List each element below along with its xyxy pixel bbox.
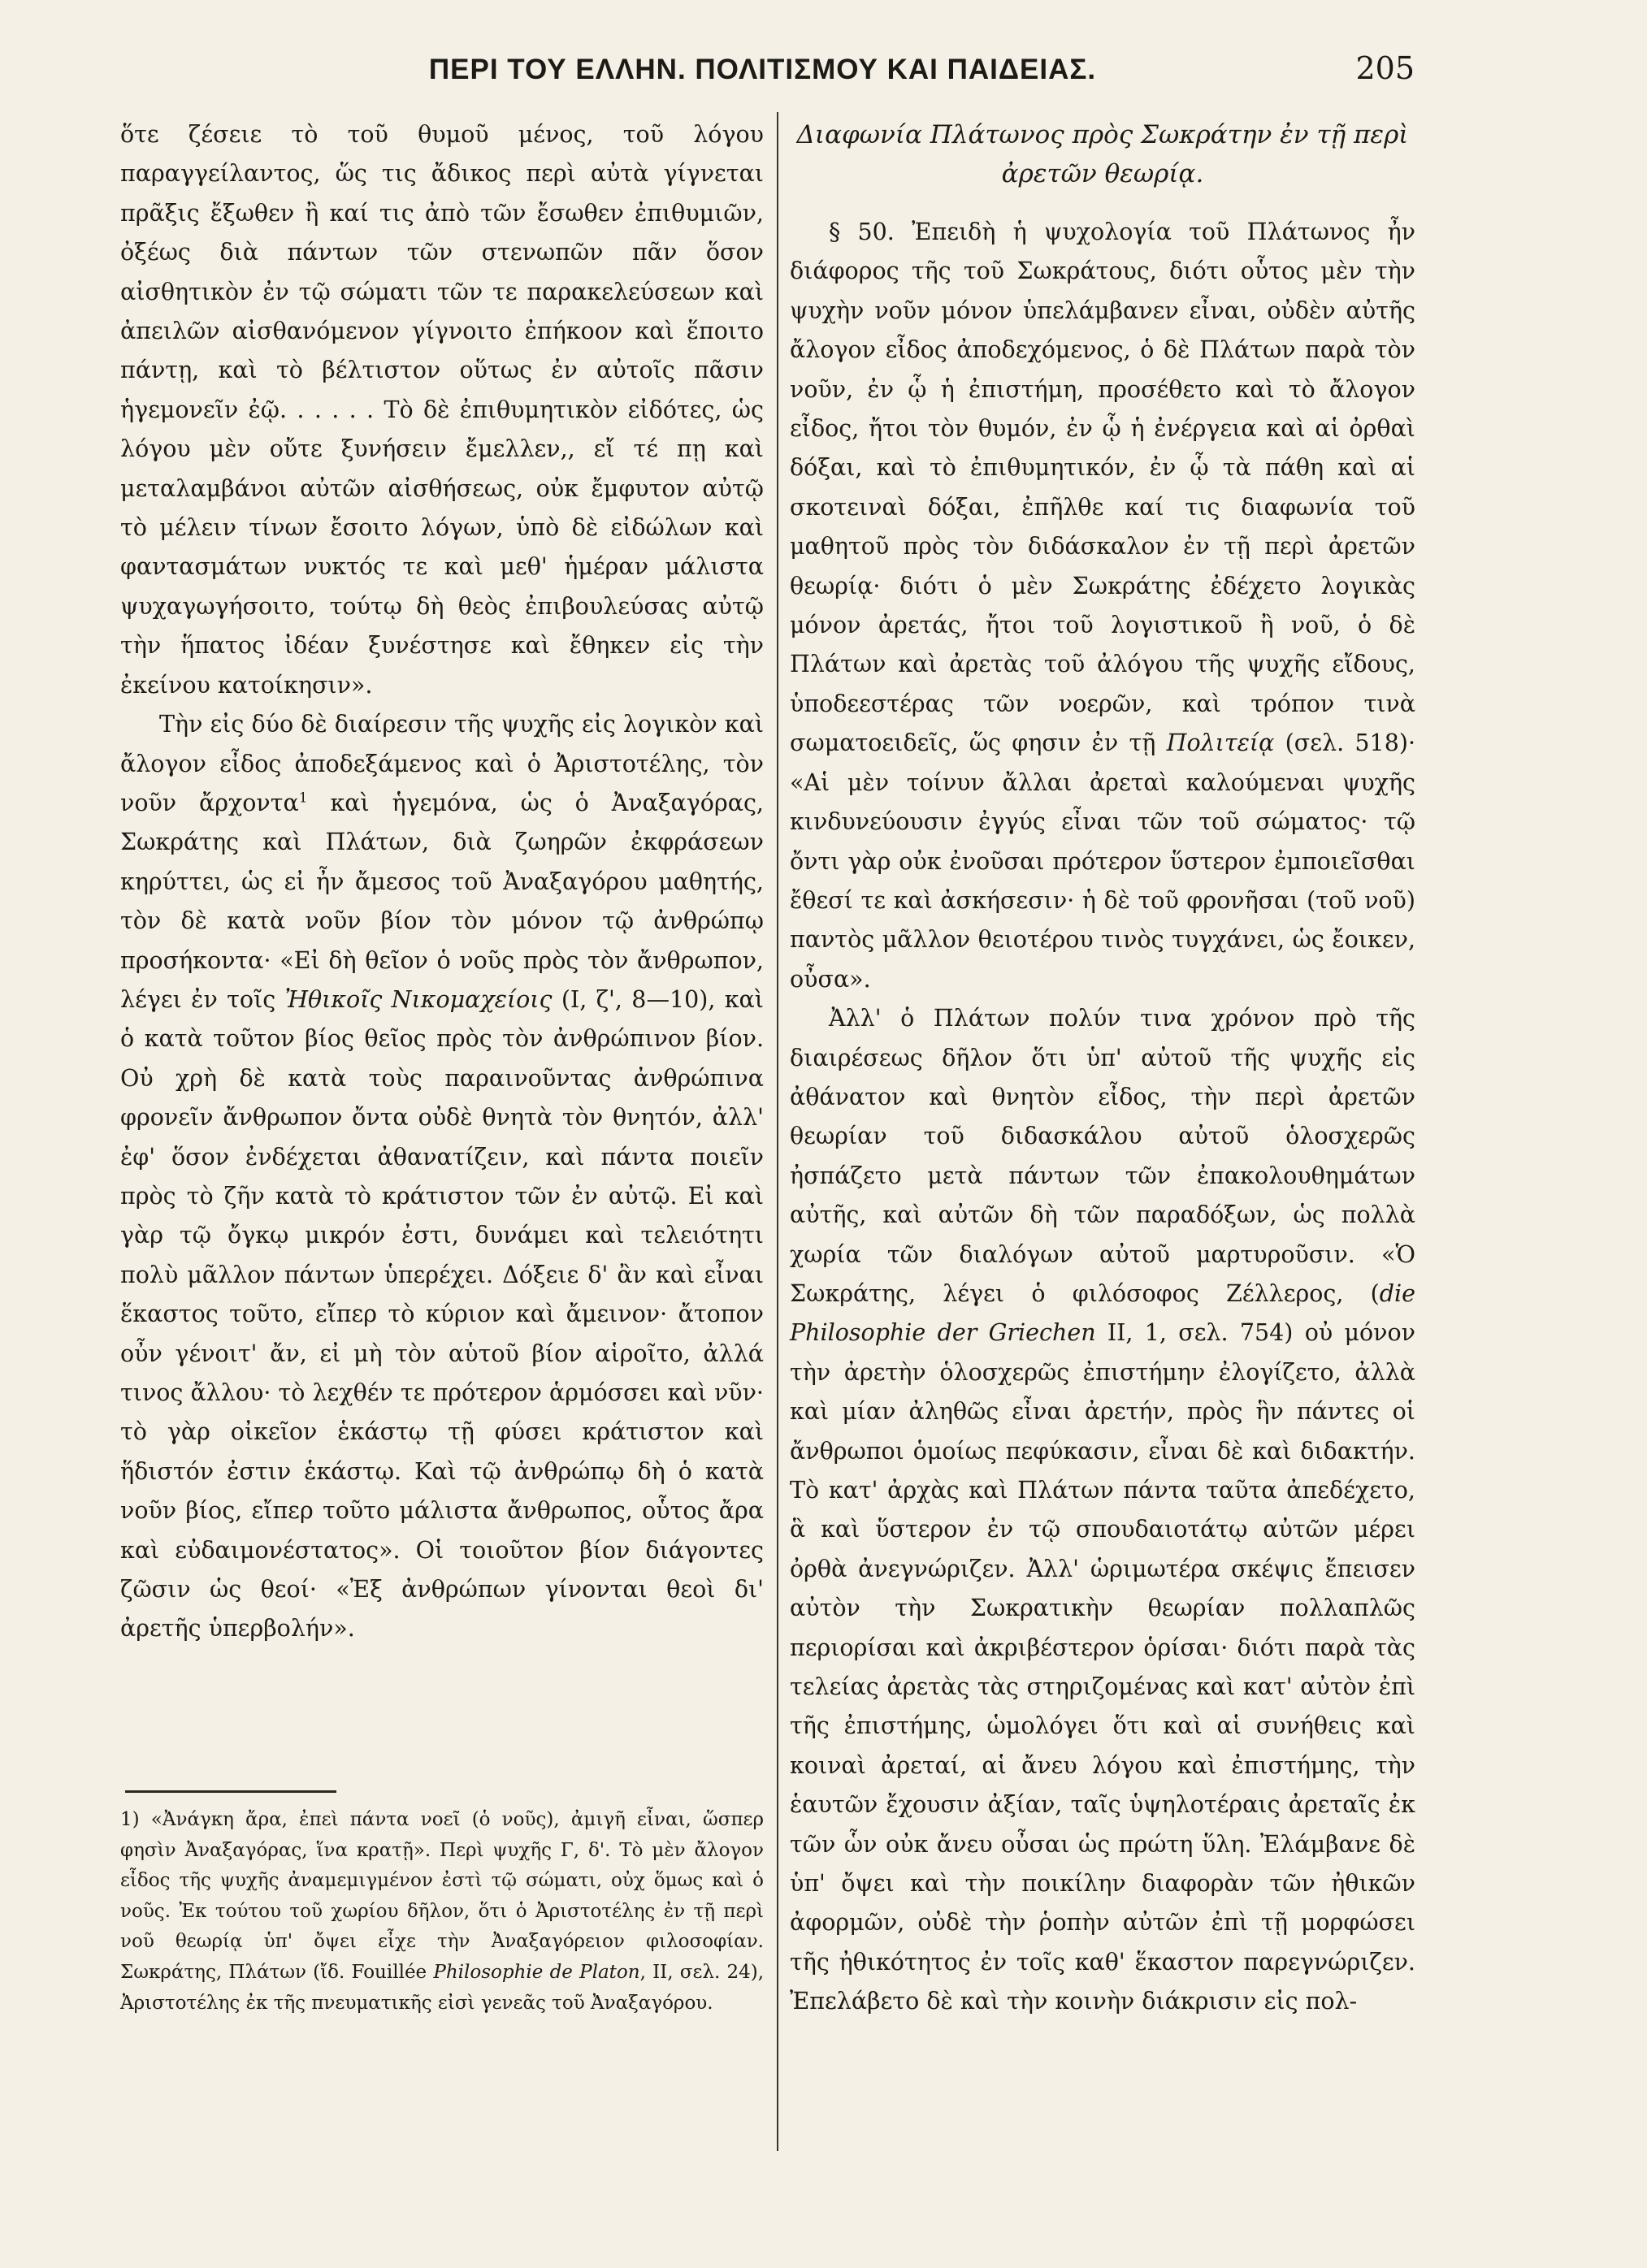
left-paragraph-1 bbox=[120, 115, 764, 705]
right-paragraph-1-text-a: Ἐπειδὴ ἡ ψυχολογία τοῦ Πλάτωνος ἦν διάφορος τῆς τοῦ Σωκράτους, διότι οὗτος μὲν τὴν ψυχὴν νοῦν μόνον ὑπελάμβανεν εἶναι, οὐδὲν αὐτῆς ἄλογον εἶδος ἀποδεχόμενος, ὁ δὲ Πλάτων παρὰ τὸν νοῦν, ἐν ᾧ ἡ ἐπιστήμη, προσέθετο καὶ τὸ ἄλογον εἶδος, ἤτοι τὸν θυμόν, ἐν ᾧ ἡ ἐνέργεια καὶ αἱ ὀρθαὶ δόξαι, καὶ τὸ ἐπιθυμητικόν, ἐν ᾧ τὰ πάθη καὶ αἱ σκοτειναὶ δόξαι, ἐπῆλθε καί τις διαφωνία τοῦ μαθητοῦ πρὸς τὸν διδάσκαλον ἐν τῇ περὶ ἀρετῶν θεωρίᾳ· διότι ὁ μὲν Σωκράτης ἐδέχετο λογικὰς μόνον ἀρετάς, ἤτοι τοῦ λογιστικοῦ ἢ νοῦ, ὁ δὲ Πλάτων καὶ ἀρετὰς τοῦ ἀλόγου τῆς ψυχῆς εἴδους, ὑποδεεστέρας τῶν νοερῶν, καὶ τρόπον τινὰ σωματοειδεῖς, ὥς φησιν ἐν τῇ bbox=[790, 219, 1415, 757]
right-paragraph-1-text-b: (σελ. 518)· «Αἱ μὲν τοίνυν ἄλλαι ἀρεταὶ καλούμεναι ψυχῆς κινδυνεύουσιν ἐγγύς εἶναι τῶν τοῦ σώματος· τῷ ὄντι γὰρ οὐκ ἐνοῦσαι πρότερον ὕστερον ἐμποιεῖσθαι ἔθεσί τε καὶ ἀσκήσεσιν· ἡ δὲ τοῦ φρονῆσαι (τοῦ νοῦ) παντὸς μᾶλλον θειοτέρου τινὸς τυγχάνει, ὡς ἔοικεν, οὖσα». bbox=[790, 729, 1416, 993]
column-divider bbox=[777, 112, 778, 2151]
right-column bbox=[790, 115, 1415, 2022]
footnote-work-title: Philosophie de Platon bbox=[433, 1961, 640, 1983]
work-title-zeller: die Philosophie der Griechen bbox=[790, 1279, 1415, 1347]
page-header bbox=[114, 47, 1415, 88]
section-number: § 50. bbox=[829, 219, 895, 245]
footnote-text-a: 1) «Ἀνάγκη ἄρα, ἐπεὶ πάντα νοεῖ (ὁ νοῦς), ἀμιγῆ εἶναι, ὥσπερ φησὶν Ἀναξαγόρας, ἵνα κρατῇ». Περὶ ψυχῆς Γ, δ'. Τὸ μὲν ἄλογον εἶδος τῆς ψυχῆς ἀναμεμιγμένον ἐστὶ τῷ σώματι, οὐχ ὅμως καὶ ὁ νοῦς. Ἐκ τούτου τοῦ χωρίου δῆλον, ὅτι ὁ Ἀριστοτέλης ἐν τῇ περὶ νοῦ θεωρίᾳ ὑπ' ὄψει εἶχε τὴν Ἀναξαγόρειον φιλοσοφίαν. Σωκράτης, Πλάτων (ἴδ. Fouillée bbox=[120, 1809, 764, 1983]
footnote-rule bbox=[125, 1790, 336, 1793]
left-paragraph-2-text-a: Τὴν εἰς δύο δὲ διαίρεσιν τῆς ψυχῆς εἰς λογικὸν καὶ ἄλογον εἶδος ἀποδεξάμενος καὶ ὁ Ἀριστοτέλης, τὸν νοῦν ἄρχοντα bbox=[120, 711, 764, 816]
right-paragraph-2-text-b: II, 1, σελ. 754) οὐ μόνον τὴν ἀρετὴν ὁλοσχερῶς ἐπιστήμην ἐλογίζετο, ἀλλὰ καὶ μίαν ἀληθῶς εἶναι ἀρετήν, πρὸς ἣν πάντες οἱ ἄνθρωποι ὁμοίως πεφύκασιν, εἶναι δὲ καὶ διδακτήν. Τὸ κατ' ἀρχὰς καὶ Πλάτων πάντα ταῦτα ἀπεδέχετο, ἃ καὶ ὕστερον ἐν τῷ σπουδαιοτάτῳ αὐτῶν μέρει ὀρθὰ ἀνεγνώριζεν. Ἀλλ' ὡριμωτέρα σκέψις ἔπεισεν αὐτὸν τὴν Σωκρατικὴν θεωρίαν πολλαπλῶς περιορίσαι καὶ ἀκριβέστερον ὁρίσαι· διότι παρὰ τὰς τελείας ἀρετὰς τὰς στηριζομένας καὶ κατ' αὐτὸν ἐπὶ τῆς ἐπιστήμης, ὡμολόγει ὅτι καὶ αἱ συνήθεις καὶ κοιναὶ ἀρεταί, αἱ ἄνευ λόγου καὶ ἐπιστήμης, τὴν ἑαυτῶν ἔχουσιν ἀξίαν, ταῖς ὑψηλοτέραις ἀρεταῖς ἐκ τῶν ὧν οὐκ ἄνευ οὖσαι ὡς πρώτη ὕλη. Ἐλάμβανε δὲ ὑπ' ὄψει καὶ τὴν ποικίλην διαφορὰν τῶν ἠθικῶν ἀφορμῶν, οὐδὲ τὴν ῥοπὴν αὐτῶν ἐπὶ τῇ μορφώσει τῆς ἠθικότητος ἐν τοῖς καθ' ἕκαστον παρεγνώριζεν. Ἐπελάβετο δὲ καὶ τὴν κοινὴν διάκρισιν εἰς πολ- bbox=[790, 1319, 1415, 2015]
work-title-republic: Πολιτείᾳ bbox=[1166, 729, 1275, 757]
left-paragraph-2 bbox=[120, 705, 764, 1649]
running-title: ΠΕΡΙ ΤΟΥ ΕΛΛΗΝ. ΠΟΛΙΤΙΣΜΟΥ ΚΑΙ ΠΑΙΔΕΙΑΣ. bbox=[428, 54, 1097, 85]
left-paragraph-2-text-b: καὶ ἡγεμόνα, ὡς ὁ Ἀναξαγόρας, Σωκράτης καὶ Πλάτων, διὰ ζωηρῶν ἐκφράσεων κηρύττει, ὡς εἰ ἦν ἄμεσος τοῦ Ἀναξαγόρου μαθητής, τὸν δὲ κατὰ νοῦν βίον τὸν μόνον τῷ ἀνθρώπῳ προσήκοντα· «Εἰ δὴ θεῖον ὁ νοῦς πρὸς τὸν ἄνθρωπον, λέγει ἐν τοῖς bbox=[120, 789, 764, 1013]
right-paragraph-2 bbox=[790, 999, 1415, 2022]
footnote-text-b: , II, σελ. 24), Ἀριστοτέλης ἐκ τῆς πνευματικῆς εἰσὶ γενεᾶς τοῦ Ἀναξαγόρου. bbox=[120, 1961, 765, 2014]
work-title-nicomachean: Ἠθικοῖς Νικομαχείοις bbox=[284, 985, 553, 1013]
left-paragraph-1-text: ὅτε ζέσειε τὸ τοῦ θυμοῦ μένος, τοῦ λόγου παραγγείλαντος, ὥς τις ἄδικος περὶ αὐτὰ γίγνεται πρᾶξις ἔξωθεν ἢ καί τις ἀπὸ τῶν ἔσωθεν ἐπιθυμιῶν, ὀξέως διὰ πάντων τῶν στενωπῶν πᾶν ὅσον αἰσθητικὸν ἐν τῷ σώματι τῶν τε παρακελεύσεων καὶ ἀπειλῶν αἰσθανόμενον γίγνοιτο ἐπήκοον καὶ ἕποιτο πάντῃ, καὶ τὸ βέλτιστον οὕτως ἐν αὐτοῖς πᾶσιν ἡγεμονεῖν ἐῷ. . . . . . Τὸ δὲ ἐπιθυμητικὸν εἰδότες, ὡς λόγου μὲν οὔτε ξυνήσειν ἔμελλεν,, εἴ τέ πῃ καὶ μεταλαμβάνοι αὐτῶν αἰσθήσεως, οὐκ ἔμφυτον αὐτῷ τὸ μέλειν τίνων ἔσοιτο λόγων, ὑπὸ δὲ εἰδώλων καὶ φαντασμάτων νυκτός τε καὶ μεθ' ἡμέραν μάλιστα ψυχαγωγήσοιτο, τούτῳ δὴ θεὸς ἐπιβουλεύσας αὐτῷ τὴν ἥπατος ἰδέαν ξυνέστησε καὶ ἔθηκεν εἰς τὴν ἐκείνου κατοίκησιν». bbox=[120, 121, 764, 699]
footnote bbox=[120, 1805, 764, 2019]
page-number: 205 bbox=[1355, 50, 1415, 86]
left-paragraph-2-text-c: (I, ζ', 8—10), καὶ ὁ κατὰ τοῦτον βίος θεῖος πρὸς τὸν ἀνθρώπινον βίον. Οὐ χρὴ δὲ κατὰ τοὺς παραινοῦντας ἀνθρώπινα φρονεῖν ἄνθρωπον ὄντα οὐδὲ θνητὰ τὸν θνητόν, ἀλλ' ἐφ' ὅσον ἐνδέχεται ἀθανατίζειν, καὶ πάντα ποιεῖν πρὸς τὸ ζῆν κατὰ τὸ κράτιστον τῶν ἐν αὐτῷ. Εἰ καὶ γὰρ τῷ ὄγκῳ μικρόν ἐστι, δυνάμει καὶ τελειότητι πολὺ μᾶλλον πάντων ὑπερέχει. Δόξειε δ' ἂν καὶ εἶναι ἕκαστος τοῦτο, εἴπερ τὸ κύριον καὶ ἄμεινον· ἄτοπον οὖν γένοιτ' ἄν, εἰ μὴ τὸν αὑτοῦ βίον αἱροῖτο, ἀλλά τινος ἄλλου· τὸ λεχθέν τε πρότερον ἁρμόσσει καὶ νῦν· τὸ γὰρ οἰκεῖον ἑκάστῳ τῇ φύσει κράτιστον καὶ ἥδιστόν ἐστιν ἑκάστῳ. Καὶ τῷ ἀνθρώπῳ δὴ ὁ κατὰ νοῦν βίος, εἴπερ τοῦτο μάλιστα ἄνθρωπος, οὗτος ἄρα καὶ εὐδαιμονέστατος». Οἱ τοιοῦτον βίον διάγοντες ζῶσιν ὡς θεοί· «Ἐξ ἀνθρώπων γίνονται θεοὶ δι' ἀρετῆς ὑπερβολήν». bbox=[120, 985, 764, 1643]
section-title: Διαφωνία Πλάτωνος πρὸς Σωκράτην ἐν τῇ περὶ ἀρετῶν θεωρίᾳ. bbox=[796, 120, 1409, 188]
right-paragraph-2-text-a: Ἀλλ' ὁ Πλάτων πολύν τινα χρόνον πρὸ τῆς διαιρέσεως δῆλον ὅτι ὑπ' αὐτοῦ τῆς ψυχῆς εἰς ἀθάνατον καὶ θνητὸν εἶδος, τὴν περὶ ἀρετῶν θεωρίαν τοῦ διδασκάλου αὐτοῦ ὁλοσχερῶς ἠσπάζετο μετὰ πάντων τῶν ἐπακολουθημάτων αὐτῆς, καὶ αὐτῶν δὴ τῶν παραδόξων, ὡς πολλὰ χωρία τῶν διαλόγων αὐτοῦ μαρτυροῦσιν. «Ὁ Σωκράτης, λέγει ὁ φιλόσοφος Ζέλλερος, ( bbox=[790, 1005, 1415, 1307]
left-column bbox=[120, 115, 764, 1649]
right-paragraph-1 bbox=[790, 213, 1415, 999]
footnote-marker: 1 bbox=[298, 790, 308, 807]
